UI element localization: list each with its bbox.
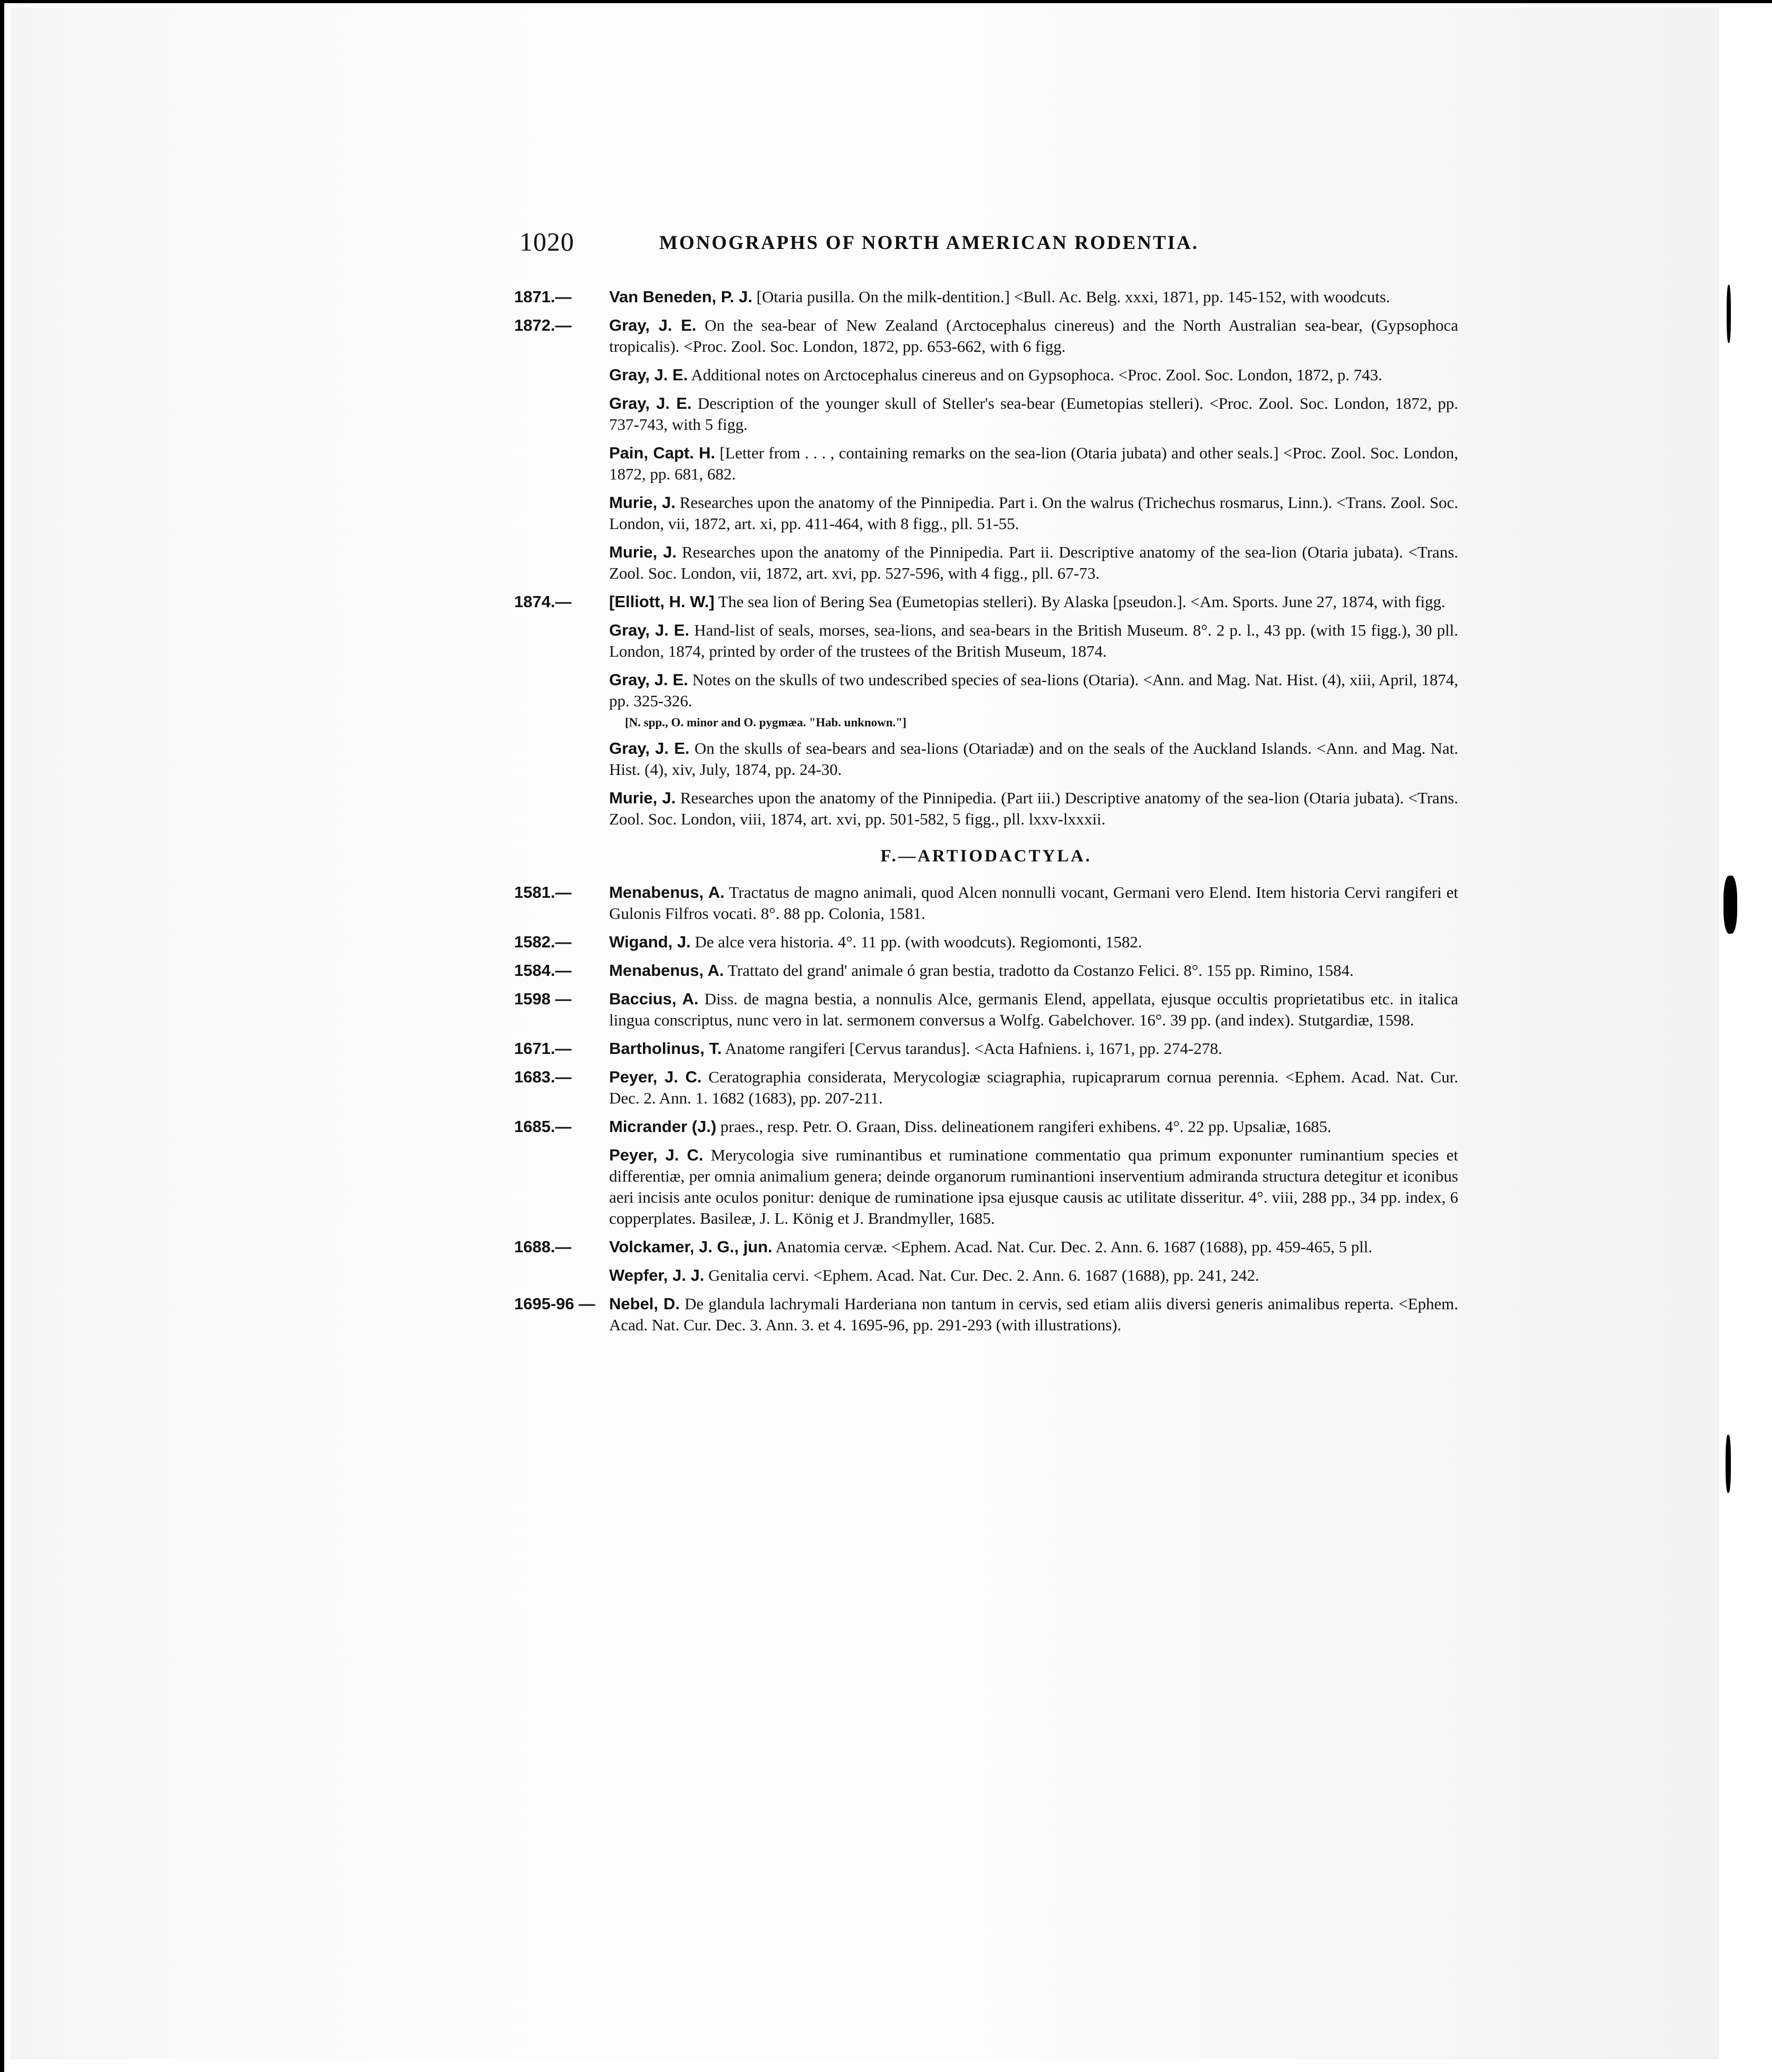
entry-author: Pain, Capt. H. (609, 444, 716, 462)
entry-text: Anatomia cervæ. <Ephem. Acad. Nat. Cur. Dec. 2. Ann. 6. 1687 (1688), pp. 459-465, 5 pll. (775, 1238, 1373, 1256)
entry-text: Researches upon the anatomy of the Pinnipedia. Part i. On the walrus (Trichechus rosmarus, Linn.). <Trans. Zool. Soc. London, vii, 1872, art. xi, pp. 411-464, with 8 figg., pll. 51-55. (609, 493, 1458, 533)
entry-text: Trattato del grand' animale ó gran bestia, tradotto da Costanzo Felici. 8°. 155 pp. Rimino, 1584. (727, 961, 1354, 980)
bibliography-entry (514, 1145, 1458, 1229)
bibliography-entry (514, 669, 1458, 712)
entry-year: 1871.— (514, 287, 572, 306)
entry-author: Peyer, J. C. (609, 1146, 704, 1164)
entry-author: Gray, J. E. (609, 739, 690, 757)
bibliography-entry (514, 492, 1458, 534)
entry-author: Wigand, J. (609, 933, 691, 951)
scan-speck (1727, 285, 1731, 343)
entry-author: Baccius, A. (609, 990, 699, 1008)
entry-text: Ceratographia considerata, Merycologiæ sciagraphia, rupicaprarum cornua perennia. <Ephem. Acad. Nat. Cur. Dec. 2. Ann. 1. 1682 (1683), pp. 207-211. (609, 1068, 1459, 1107)
entry-author: Wepfer, J. J. (609, 1266, 705, 1284)
entry-text: De glandula lachrymali Harderiana non tantum in cervis, sed etiam aliis diversi generis animalibus reperta. <Ephem. Acad. Nat. Cur. Dec. 3. Ann. 3. et 4. 1695-96, pp. 291-293 (with illustrations). (609, 1294, 1459, 1334)
entry-year: 1598 — (514, 990, 572, 1008)
entry-text: Researches upon the anatomy of the Pinnipedia. (Part iii.) Descriptive anatomy of the sea-lion (Otaria jubata). <Trans. Zool. Soc. London, viii, 1874, art. xvi, pp. 501-582, 5 figg., pll. lxxv-lxxxii. (609, 789, 1459, 828)
entry-author: Bartholinus, T. (609, 1039, 722, 1058)
running-head (514, 224, 1458, 261)
entry-text: On the skulls of sea-bears and sea-lions (Otariadæ) and on the seals of the Auckland Islands. <Ann. and Mag. Nat. Hist. (4), xiv, July, 1874, pp. 24-30. (609, 739, 1459, 779)
page-number: 1020 (519, 227, 574, 256)
section-heading: F.—ARTIODACTYLA. (880, 847, 1092, 866)
entry-text: Description of the younger skull of Steller's sea-bear (Eumetopias stelleri). <Proc. Zool. Soc. London, 1872, pp. 737-743, with 5 figg. (609, 394, 1458, 434)
entry-author: Van Beneden, P. J. (609, 287, 753, 306)
entry-text: Diss. de magna bestia, a nonnulis Alce, germanis Elend, appellata, ejusque occultis proprietatibus etc. in italica lingua conscriptus, nunc vero in lat. sermonem conversus a Wolfg. Gabelchover. 16°. 39 pp. (and index). Stutgardiæ, 1598. (609, 990, 1458, 1029)
bibliography-entry (514, 882, 1458, 924)
entry-author: Murie, J. (609, 543, 677, 561)
bibliography-artiodactyla (514, 882, 1458, 1336)
entry-text: Hand-list of seals, morses, sea-lions, and sea-bears in the British Museum. 8°. 2 p. l., 43 pp. (with 15 figg.), 30 pll. London, 1874, printed by order of the trustees of the British Museum, 1874. (609, 621, 1458, 660)
entry-text: Notes on the skulls of two undescribed species of sea-lions (Otaria). <Ann. and Mag. Nat. Hist. (4), xiii, April, 1874, pp. 325-326. (609, 670, 1459, 710)
bibliography-entry (514, 393, 1458, 435)
entry-author: Gray, J. E. (609, 316, 697, 334)
entry-year: 1671.— (514, 1039, 572, 1058)
entry-author: Volckamer, J. G., jun. (609, 1238, 773, 1256)
bibliography-entry (514, 960, 1458, 981)
entry-year: 1695-96 — (514, 1294, 595, 1313)
bibliography-entry (514, 738, 1458, 780)
bibliography-entry (514, 788, 1458, 830)
entry-year: 1874.— (514, 592, 572, 611)
scan-speck (1723, 876, 1737, 934)
bibliography-entry (514, 364, 1458, 386)
entry-year: 1688.— (514, 1238, 572, 1256)
document-page (514, 224, 1458, 1343)
entry-text: Additional notes on Arctocephalus cinereus and on Gypsophoca. <Proc. Zool. Soc. London, 1872, p. 743. (691, 366, 1383, 384)
bibliography-entry (514, 542, 1458, 584)
entry-text: The sea lion of Bering Sea (Eumetopias stelleri). By Alaska [pseudon.]. <Am. Sports. June 27, 1874, with figg. (718, 592, 1446, 611)
entry-text: [Letter from . . . , containing remarks on the sea-lion (Otaria jubata) and other seals.] <Proc. Zool. Soc. London, 1872, pp. 681, 682. (609, 444, 1459, 483)
bibliography-entry (514, 989, 1458, 1031)
entry-author: [Elliott, H. W.] (609, 592, 715, 611)
bibliography-pinnipedia (514, 286, 1458, 830)
bibliography-entry (514, 1265, 1458, 1286)
entry-text: Merycologia sive ruminantibus et ruminatione commentatio qua primum exponunter ruminantium species et differentiæ, per omnia animalium genera; deinde organorum ruminantioni inserventium admiranda structura detegitur et iconibus aeri incisis ante oculos ponitur: denique de ruminatione ipsa ejusque causis ac utilitate disseritur. 4°. viii, 288 pp., 34 pp. index, 6 copperplates. Basileæ, J. L. König et J. Brandmyller, 1685. (609, 1146, 1459, 1227)
entry-author: Menabenus, A. (609, 961, 724, 980)
entry-text: Tractatus de magno animali, quod Alcen nonnulli vocant, Germani vero Elend. Item historia Cervi rangiferi et Gulonis Filfros vocati. 8°. 88 pp. Colonia, 1581. (609, 883, 1458, 923)
entry-author: Nebel, D. (609, 1294, 680, 1313)
entry-author: Gray, J. E. (609, 621, 690, 639)
entry-text: On the sea-bear of New Zealand (Arctocephalus cinereus) and the North Australian sea-bear, (Gypsophoca tropicalis). <Proc. Zool. Soc. London, 1872, pp. 653-662, with 6 figg. (609, 316, 1459, 356)
bibliography-entry (514, 1116, 1458, 1137)
entry-text: De alce vera historia. 4°. 11 pp. (with woodcuts). Regiomonti, 1582. (695, 933, 1142, 951)
running-title: MONOGRAPHS OF NORTH AMERICAN RODENTIA. (659, 232, 1199, 254)
bibliography-entry (514, 1236, 1458, 1258)
entry-author: Micrander (J.) (609, 1117, 717, 1136)
bibliography-entry (514, 1038, 1458, 1059)
entry-author: Murie, J. (609, 789, 676, 807)
entry-author: Gray, J. E. (609, 394, 692, 413)
bibliography-entry (514, 932, 1458, 953)
entry-year: 1685.— (514, 1117, 572, 1136)
bibliography-entry (514, 443, 1458, 485)
bibliography-entry (514, 1067, 1458, 1109)
entry-author: Gray, J. E. (609, 670, 688, 689)
entry-text: Anatome rangiferi [Cervus tarandus]. <Acta Hafniens. i, 1671, pp. 274-278. (725, 1039, 1222, 1058)
bibliography-entry (514, 591, 1458, 612)
bibliography-entry (514, 620, 1458, 662)
bibliography-entry (514, 286, 1458, 308)
entry-text: Genitalia cervi. <Ephem. Acad. Nat. Cur. Dec. 2. Ann. 6. 1687 (1688), pp. 241, 242. (708, 1266, 1259, 1284)
entry-text: [Otaria pusilla. On the milk-dentition.] <Bull. Ac. Belg. xxxi, 1871, pp. 145-152, with woodcuts. (756, 287, 1390, 306)
bibliography-entry (514, 1293, 1458, 1336)
bibliography-entry (514, 315, 1458, 357)
entry-note: [N. spp., O. minor and O. pygmæa. "Hab. unknown."] (625, 716, 907, 729)
entry-author: Peyer, J. C. (609, 1068, 702, 1086)
entry-author: Menabenus, A. (609, 883, 725, 901)
scan-speck (1726, 1435, 1731, 1493)
entry-year: 1584.— (514, 961, 572, 980)
entry-author: Gray, J. E. (609, 366, 688, 384)
entry-year: 1582.— (514, 933, 572, 951)
entry-year: 1872.— (514, 316, 572, 334)
entry-author: Murie, J. (609, 493, 676, 512)
entry-year: 1581.— (514, 883, 572, 901)
entry-text: praes., resp. Petr. O. Graan, Diss. delineationem rangiferi exhibens. 4°. 22 pp. Upsaliæ, 1685. (720, 1117, 1332, 1136)
entry-year: 1683.— (514, 1068, 572, 1086)
entry-text: Researches upon the anatomy of the Pinnipedia. Part ii. Descriptive anatomy of the sea-lion (Otaria jubata). <Trans. Zool. Soc. London, vii, 1872, art. xvi, pp. 527-596, with 4 figg., pll. 67-73. (609, 543, 1459, 582)
